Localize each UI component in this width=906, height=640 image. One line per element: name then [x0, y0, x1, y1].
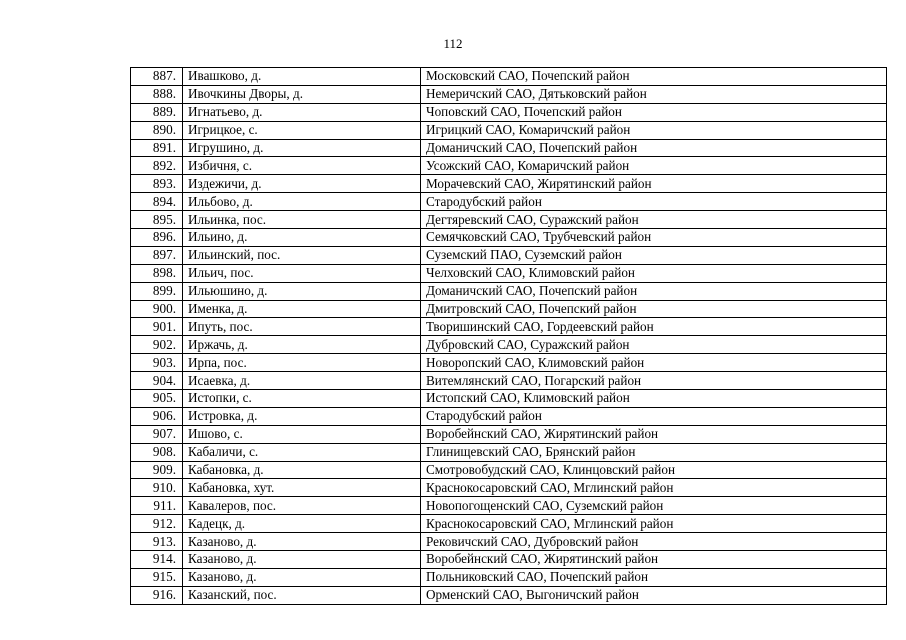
row-number: 894. [131, 193, 183, 211]
row-number: 901. [131, 318, 183, 336]
settlement-name: Ильинский, пос. [183, 246, 421, 264]
row-number: 903. [131, 354, 183, 372]
table-row [131, 461, 887, 479]
district-name: Глинищевский САО, Брянский район [421, 443, 887, 461]
district-name: Челховский САО, Климовский район [421, 264, 887, 282]
table-row [131, 390, 887, 408]
table-row [131, 229, 887, 247]
settlement-name: Исаевка, д. [183, 372, 421, 390]
district-name: Дегтяревский САО, Суражский район [421, 211, 887, 229]
table-row [131, 211, 887, 229]
table-row [131, 425, 887, 443]
settlement-name: Казанский, пос. [183, 586, 421, 604]
district-name: Краснокосаровский САО, Мглинский район [421, 479, 887, 497]
settlements-table-body [131, 68, 887, 605]
settlement-name: Ивашково, д. [183, 68, 421, 86]
district-name: Семячковский САО, Трубчевский район [421, 229, 887, 247]
settlements-table [130, 67, 887, 605]
district-name: Доманичский САО, Почепский район [421, 139, 887, 157]
settlement-name: Именка, д. [183, 300, 421, 318]
district-name: Орменский САО, Выгоничский район [421, 586, 887, 604]
row-number: 893. [131, 175, 183, 193]
district-name: Чоповский САО, Почепский район [421, 103, 887, 121]
table-row [131, 407, 887, 425]
table-row [131, 586, 887, 604]
table-row [131, 103, 887, 121]
table-row [131, 551, 887, 569]
row-number: 899. [131, 282, 183, 300]
settlement-name: Ильич, пос. [183, 264, 421, 282]
district-name: Воробейнский САО, Жирятинский район [421, 551, 887, 569]
table-row [131, 497, 887, 515]
settlement-name: Избичня, с. [183, 157, 421, 175]
settlement-name: Издежичи, д. [183, 175, 421, 193]
table-row [131, 336, 887, 354]
table-row [131, 193, 887, 211]
settlement-name: Ишово, с. [183, 425, 421, 443]
row-number: 896. [131, 229, 183, 247]
district-name: Новопогощенский САО, Суземский район [421, 497, 887, 515]
district-name: Краснокосаровский САО, Мглинский район [421, 515, 887, 533]
table-row [131, 246, 887, 264]
row-number: 900. [131, 300, 183, 318]
district-name: Смотровобудский САО, Клинцовский район [421, 461, 887, 479]
table-row [131, 157, 887, 175]
table-row [131, 264, 887, 282]
district-name: Игрицкий САО, Комаричский район [421, 121, 887, 139]
settlement-name: Игнатьево, д. [183, 103, 421, 121]
district-name: Стародубский район [421, 193, 887, 211]
district-name: Морачевский САО, Жирятинский район [421, 175, 887, 193]
row-number: 895. [131, 211, 183, 229]
table-row [131, 175, 887, 193]
settlement-name: Истровка, д. [183, 407, 421, 425]
settlement-name: Игрицкое, с. [183, 121, 421, 139]
district-name: Рековичский САО, Дубровский район [421, 533, 887, 551]
table-row [131, 139, 887, 157]
settlement-name: Кабаличи, с. [183, 443, 421, 461]
settlement-name: Ирпа, пос. [183, 354, 421, 372]
row-number: 911. [131, 497, 183, 515]
settlement-name: Ипуть, пос. [183, 318, 421, 336]
row-number: 907. [131, 425, 183, 443]
table-row [131, 68, 887, 86]
table-row [131, 85, 887, 103]
row-number: 892. [131, 157, 183, 175]
settlement-name: Истопки, с. [183, 390, 421, 408]
table-row [131, 121, 887, 139]
settlement-name: Казаново, д. [183, 551, 421, 569]
district-name: Стародубский район [421, 407, 887, 425]
table-row [131, 568, 887, 586]
district-name: Творишинский САО, Гордеевский район [421, 318, 887, 336]
table-row [131, 318, 887, 336]
district-name: Усожский САО, Комаричский район [421, 157, 887, 175]
settlement-name: Ильинка, пос. [183, 211, 421, 229]
table-row [131, 479, 887, 497]
district-name: Истопский САО, Климовский район [421, 390, 887, 408]
settlement-name: Казаново, д. [183, 533, 421, 551]
table-row [131, 282, 887, 300]
district-name: Суземский ПАО, Суземский район [421, 246, 887, 264]
row-number: 889. [131, 103, 183, 121]
row-number: 910. [131, 479, 183, 497]
table-row [131, 443, 887, 461]
settlement-name: Кавалеров, пос. [183, 497, 421, 515]
district-name: Дубровский САО, Суражский район [421, 336, 887, 354]
settlement-name: Ильбово, д. [183, 193, 421, 211]
table-row [131, 372, 887, 390]
district-name: Новоропский САО, Климовский район [421, 354, 887, 372]
row-number: 913. [131, 533, 183, 551]
row-number: 912. [131, 515, 183, 533]
row-number: 904. [131, 372, 183, 390]
settlement-name: Ильино, д. [183, 229, 421, 247]
row-number: 916. [131, 586, 183, 604]
row-number: 915. [131, 568, 183, 586]
row-number: 908. [131, 443, 183, 461]
row-number: 909. [131, 461, 183, 479]
settlement-name: Ильюшино, д. [183, 282, 421, 300]
row-number: 898. [131, 264, 183, 282]
row-number: 914. [131, 551, 183, 569]
settlement-name: Иржачь, д. [183, 336, 421, 354]
settlement-name: Ивочкины Дворы, д. [183, 85, 421, 103]
row-number: 897. [131, 246, 183, 264]
settlement-name: Казаново, д. [183, 568, 421, 586]
table-row [131, 300, 887, 318]
district-name: Воробейнский САО, Жирятинский район [421, 425, 887, 443]
row-number: 906. [131, 407, 183, 425]
page-number: 112 [443, 36, 463, 51]
district-name: Доманичский САО, Почепский район [421, 282, 887, 300]
row-number: 905. [131, 390, 183, 408]
row-number: 888. [131, 85, 183, 103]
district-name: Дмитровский САО, Почепский район [421, 300, 887, 318]
district-name: Польниковский САО, Почепский район [421, 568, 887, 586]
settlement-name: Кабановка, д. [183, 461, 421, 479]
row-number: 902. [131, 336, 183, 354]
district-name: Московский САО, Почепский район [421, 68, 887, 86]
settlement-name: Кадецк, д. [183, 515, 421, 533]
district-name: Витемлянский САО, Погарский район [421, 372, 887, 390]
table-row [131, 515, 887, 533]
row-number: 891. [131, 139, 183, 157]
settlement-name: Кабановка, хут. [183, 479, 421, 497]
district-name: Немеричский САО, Дятьковский район [421, 85, 887, 103]
table-row [131, 533, 887, 551]
settlement-name: Игрушино, д. [183, 139, 421, 157]
row-number: 887. [131, 68, 183, 86]
row-number: 890. [131, 121, 183, 139]
table-row [131, 354, 887, 372]
